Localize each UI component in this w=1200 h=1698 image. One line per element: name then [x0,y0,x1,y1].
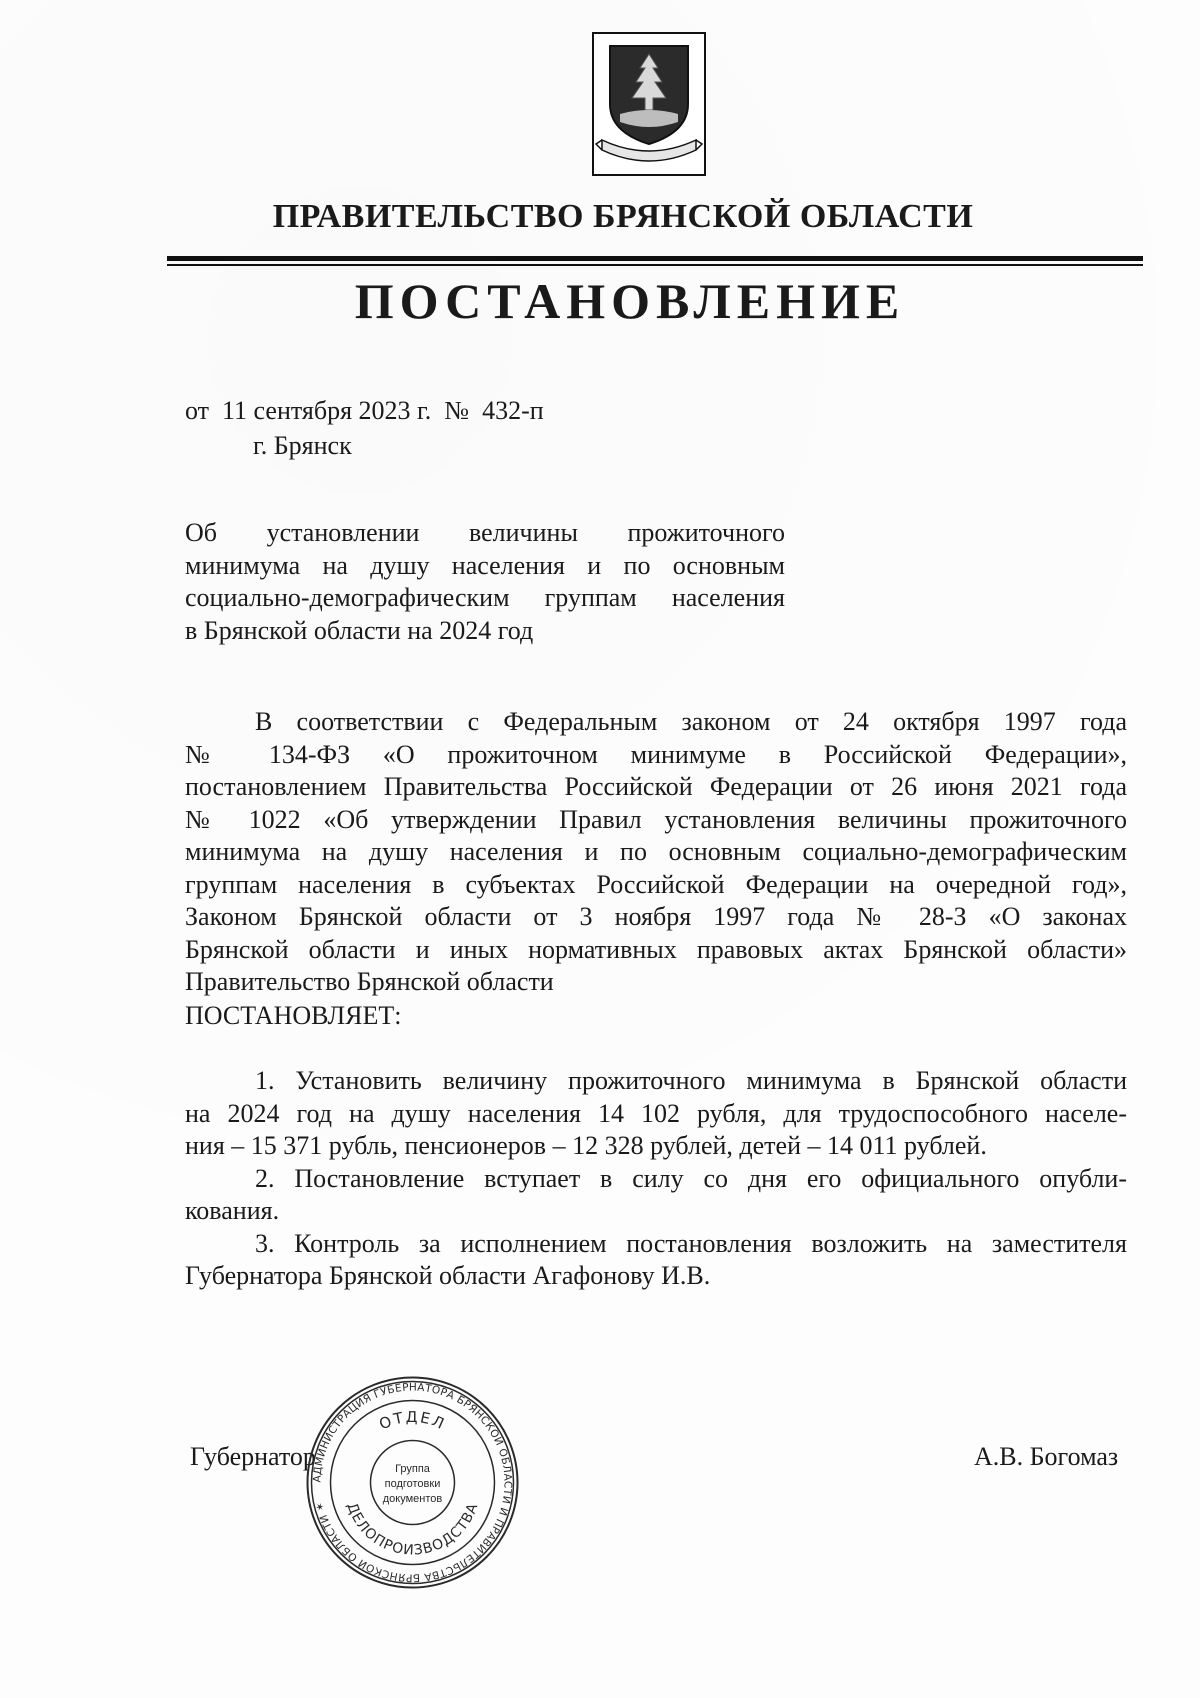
stamp-inner-top-text: ОТДЕЛ [376,1408,449,1434]
government-name: ПРАВИТЕЛЬСТВО БРЯНСКОЙ ОБЛАСТИ [272,198,974,235]
official-stamp [305,1375,520,1590]
item-line: Губернатора Брянской области Агафонову И.В. [185,1261,711,1290]
stamp-outer-text: АДМИНИСТРАЦИЯ ГУБЕРНАТОРА БРЯНСКОЙ ОБЛАСТИ И ПРАВИТЕЛЬСТВА БРЯНСКОЙ ОБЛАСТИ ✶ [311,1381,514,1584]
preamble-line: Брянской области и иных нормативных правовых актах Брянской области» [185,934,1127,964]
item-line: на 2024 год на душу населения 14 102 рубля, для трудоспособного населе- [185,1098,1127,1128]
document-type-title: ПОСТАНОВЛЕНИЕ [354,273,906,329]
item-line: 1. Установить величину прожиточного минимума в Брянской области [255,1066,1127,1095]
header-rule-thin [167,264,1143,266]
preamble-line: постановлением Правительства Российской Федерации от 26 июня 2021 года [185,772,1127,801]
document-subject [185,517,785,647]
preamble-line: № 134-ФЗ «О прожиточном минимуме в Российской Федерации», [185,739,1127,769]
preamble-line: минимума на душу населения и по основным социально-демографическим [185,837,1127,866]
stamp-center-line: Группа [395,1463,430,1475]
svg-text:ДЕЛОПРОИЗВОДСТВА [343,1501,481,1559]
svg-text:ОТДЕЛ [376,1408,448,1433]
signatory-name: А.В. Богомаз [974,1442,1119,1471]
preamble-line: № 1022 «Об утверждении Правил установления величины прожиточного [185,804,1127,834]
subject-line: социально-демографическим группам населения [185,583,785,612]
resolution-items [185,1065,1127,1293]
signatory-position: Губернатор [190,1442,316,1471]
subject-line: минимума на душу населения и по основным [185,550,785,580]
preamble [185,706,1127,999]
coat-of-arms-emblem [592,32,706,176]
item-line: ния – 15 371 рубль, пенсионеров – 12 328 рублей, детей – 14 011 рублей. [185,1131,987,1160]
stamp-center-line: подготовки [384,1478,441,1490]
stamp-inner-bottom-text: ДЕЛОПРОИЗВОДСТВА [343,1500,482,1559]
preamble-line: группам населения в субъектах Российской Федерации на очередной год», [185,869,1127,899]
city: г. Брянск [253,431,352,460]
subject-line: Об установлении величины прожиточного [185,518,785,547]
header-rule-thick [167,256,1143,261]
preamble-line: В соответствии с Федеральным законом от 24 октября 1997 года [255,707,1127,736]
preamble-line: Законом Брянской области от 3 ноября 1997 года № 28-З «О законах [185,902,1127,931]
stamp-center-line: документов [382,1493,443,1505]
item-line: 3. Контроль за исполнением постановления возложить на заместителя [255,1228,1127,1258]
subject-line: в Брянской области на 2024 год [185,615,534,645]
preamble-line: Правительство Брянской области [185,967,554,996]
date-and-number: от 11 сентября 2023 г. № 432-п [185,396,544,425]
resolves-keyword: ПОСТАНОВЛЯЕТ: [185,1001,402,1030]
item-line: 2. Постановление вступает в силу со дня его официального опубли- [255,1163,1127,1193]
item-line: кования. [185,1196,280,1225]
